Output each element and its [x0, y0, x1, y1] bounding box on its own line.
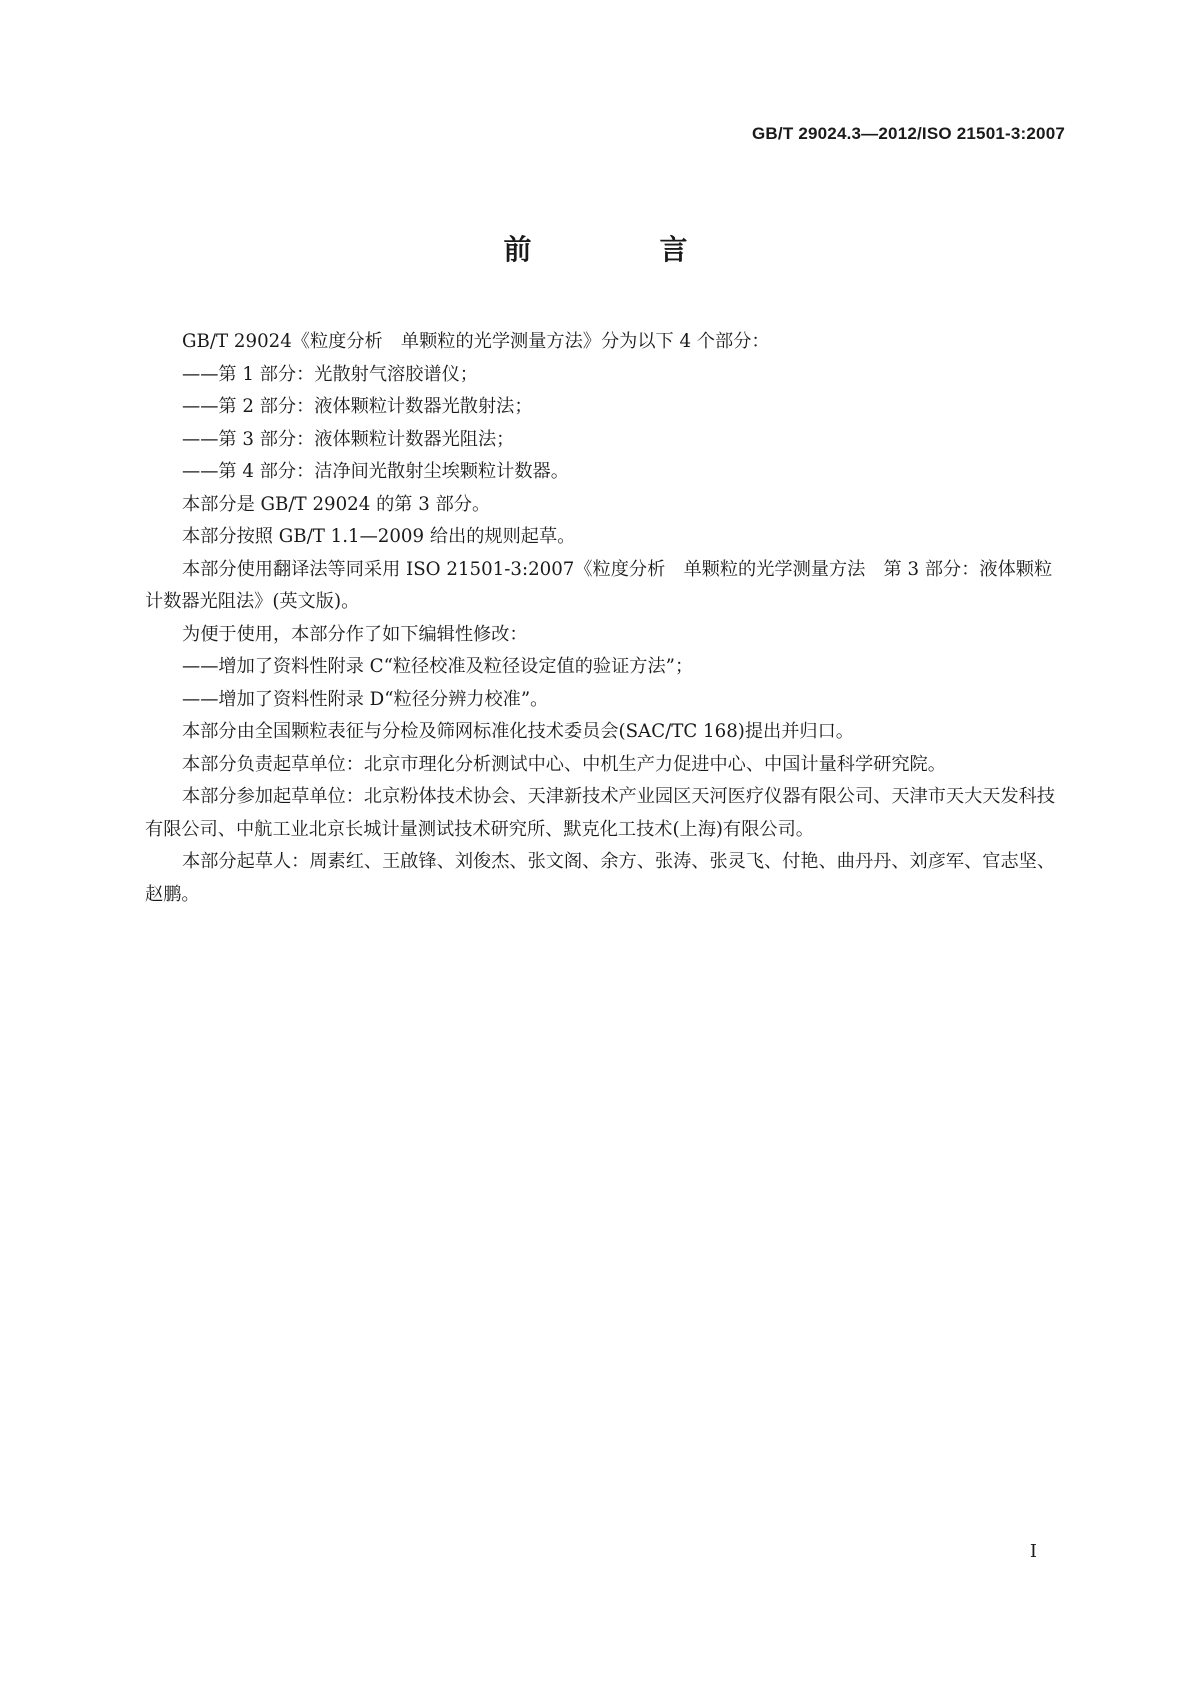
- paragraph-proposer: 本部分由全国颗粒表征与分检及筛网标准化技术委员会(SAC/TC 168)提出并归口。: [182, 721, 854, 742]
- document-body: [145, 326, 1065, 911]
- paragraph-drafters: 本部分起草人：周素红、王啟锋、刘俊杰、张文阁、余方、张涛、张灵飞、付艳、曲丹丹、刘彦军、官志坚、赵鹏。: [145, 851, 1056, 905]
- list-item-part-4: ——第 4 部分：洁净间光散射尘埃颗粒计数器。: [182, 461, 569, 482]
- paragraph-adoption: 本部分使用翻译法等同采用 ISO 21501-3:2007《粒度分析 单颗粒的光学测量方法 第 3 部分：液体颗粒计数器光阻法》(英文版)。: [145, 558, 1053, 612]
- list-item-part-1: ——第 1 部分：光散射气溶胶谱仪；: [182, 363, 478, 385]
- paragraph-part-statement: 本部分是 GB/T 29024 的第 3 部分。: [182, 493, 491, 515]
- page-title: 前 言: [503, 233, 738, 266]
- page-number: I: [1029, 1541, 1037, 1562]
- list-item-edit-2: ——增加了资料性附录 D“粒径分辨力校准”。: [182, 688, 549, 710]
- paragraph-edits-intro: 为便于使用，本部分作了如下编辑性修改：: [182, 623, 528, 645]
- list-item-part-3: ——第 3 部分：液体颗粒计数器光阻法；: [182, 428, 515, 450]
- list-item-part-2: ——第 2 部分：液体颗粒计数器光散射法；: [182, 396, 533, 417]
- paragraph-parts-intro: GB/T 29024《粒度分析 单颗粒的光学测量方法》分为以下 4 个部分：: [182, 331, 770, 352]
- document-code: GB/T 29024.3—2012/ISO 21501-3:2007: [752, 124, 1065, 143]
- paragraph-responsible-drafters: 本部分负责起草单位：北京市理化分析测试中心、中机生产力促进中心、中国计量科学研究院。: [182, 753, 946, 775]
- paragraph-drafting-rules: 本部分按照 GB/T 1.1—2009 给出的规则起草。: [182, 526, 576, 547]
- list-item-edit-1: ——增加了资料性附录 C“粒径校准及粒径设定值的验证方法”；: [182, 656, 694, 677]
- paragraph-participating-drafters: 本部分参加起草单位：北京粉体技术协会、天津新技术产业园区天河医疗仪器有限公司、天津市天大天发科技有限公司、中航工业北京长城计量测试技术研究所、默克化工技术(上海)有限公司。: [145, 786, 1056, 840]
